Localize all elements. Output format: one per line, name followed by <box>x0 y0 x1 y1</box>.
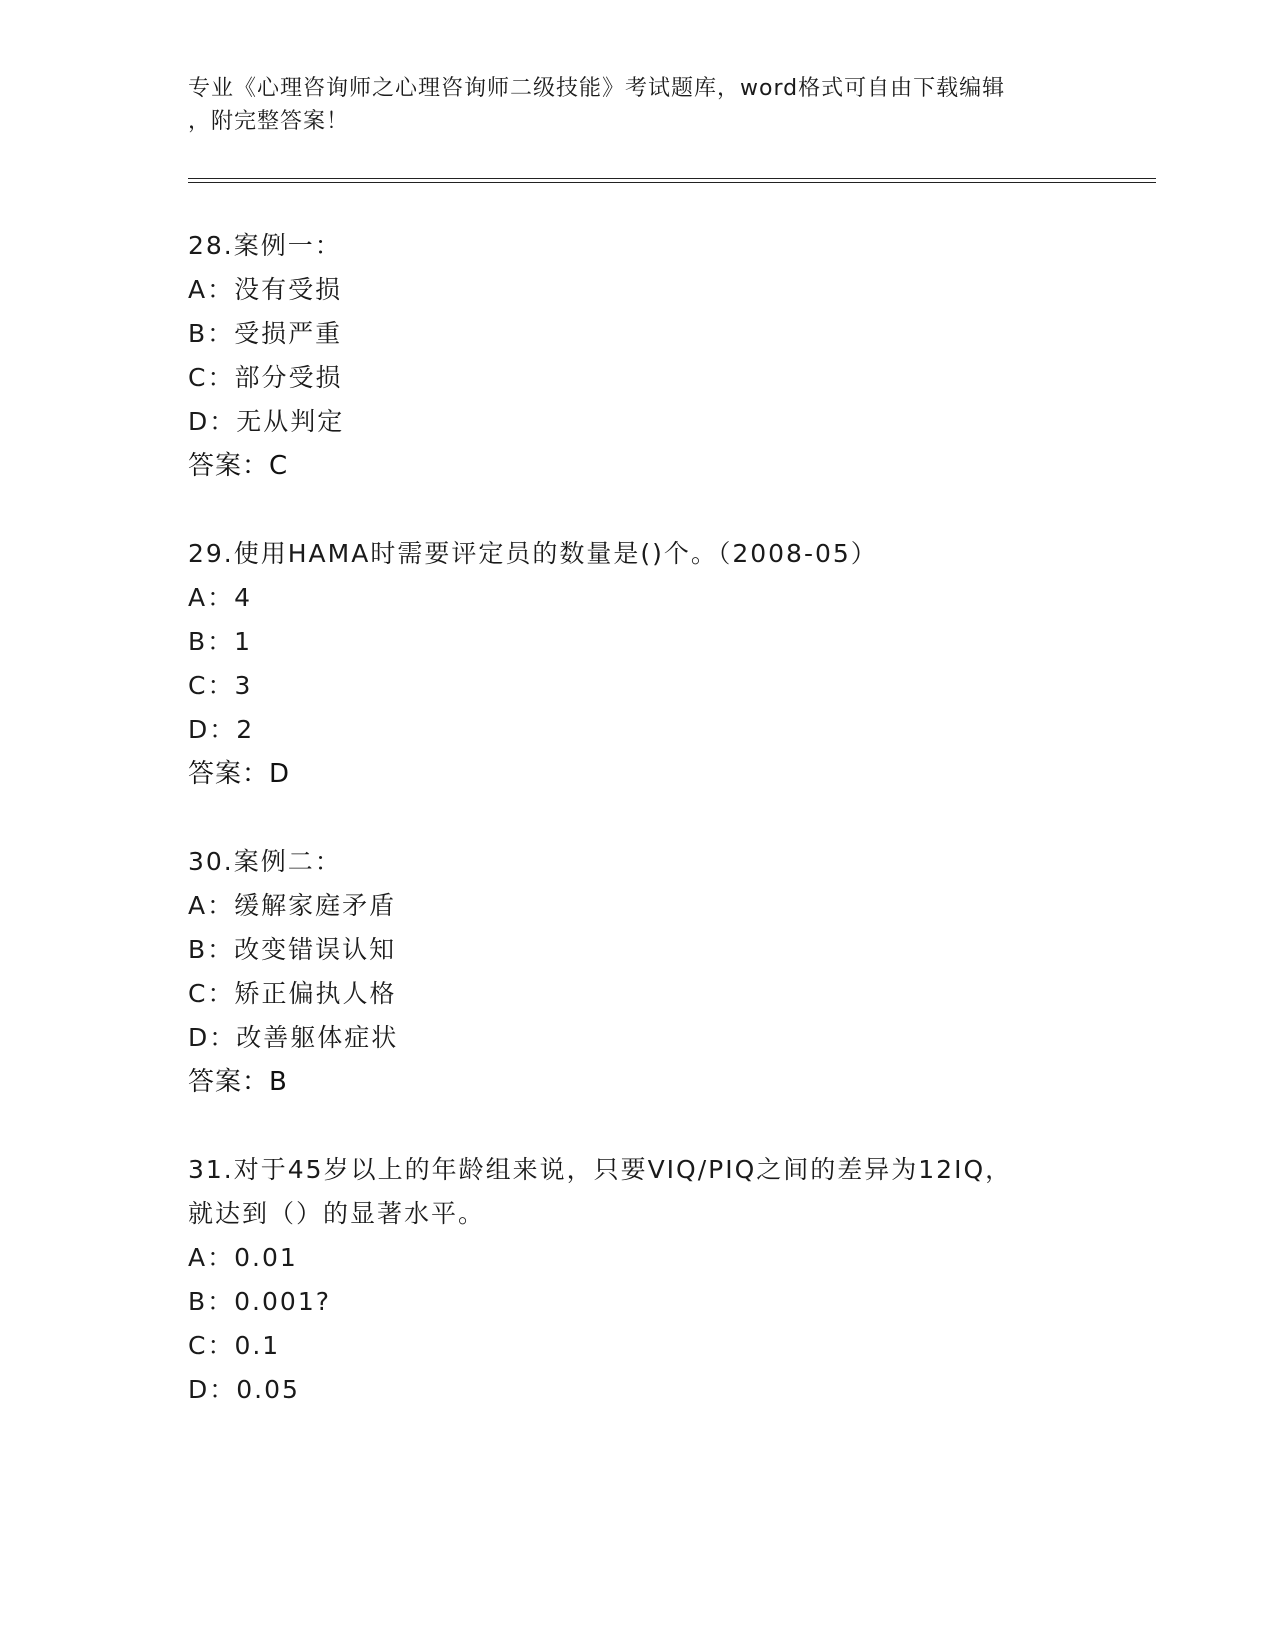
question-29-option-b: B：1 <box>188 627 253 656</box>
question-28-stem: 28.案例一： <box>188 231 342 260</box>
question-28-option-c: C：部分受损 <box>188 363 343 392</box>
question-30-option-d: D：改善躯体症状 <box>188 1023 399 1052</box>
question-28-option-b: B：受损严重 <box>188 319 343 348</box>
question-28-option-d: D：无从判定 <box>188 407 345 436</box>
question-31-stem: 31.对于45岁以上的年龄组来说，只要VIQ/PIQ之间的差异为12IQ， <box>188 1155 1013 1184</box>
question-29-stem: 29.使用HAMA时需要评定员的数量是()个。（2008-05） <box>188 539 878 568</box>
header-line-2: ，附完整答案！ <box>188 109 350 134</box>
question-30-stem: 30.案例二： <box>188 847 342 876</box>
question-29-option-a: A：4 <box>188 583 253 612</box>
question-28-answer: 答案：C <box>188 451 289 481</box>
question-30-option-b: B：改变错误认知 <box>188 935 397 964</box>
question-31-stem-continued: 就达到（）的显著水平。 <box>188 1199 486 1228</box>
question-31-option-a: A：0.01 <box>188 1243 298 1272</box>
question-31-option-d: D：0.05 <box>188 1375 300 1404</box>
question-31-option-b: B：0.001? <box>188 1287 331 1316</box>
header-divider <box>188 178 1156 183</box>
question-29-answer: 答案：D <box>188 759 291 789</box>
question-30-option-c: C：矫正偏执人格 <box>188 979 397 1008</box>
question-30-answer: 答案：B <box>188 1067 288 1097</box>
header-line-1: 专业《心理咨询师之心理咨询师二级技能》考试题库，word格式可自由下载编辑 <box>188 76 1006 101</box>
question-29-option-d: D：2 <box>188 715 255 744</box>
document-header <box>188 72 1088 138</box>
question-31-option-c: C：0.1 <box>188 1331 281 1360</box>
question-29-option-c: C：3 <box>188 671 253 700</box>
question-30-option-a: A：缓解家庭矛盾 <box>188 891 397 920</box>
question-28-option-a: A：没有受损 <box>188 275 343 304</box>
